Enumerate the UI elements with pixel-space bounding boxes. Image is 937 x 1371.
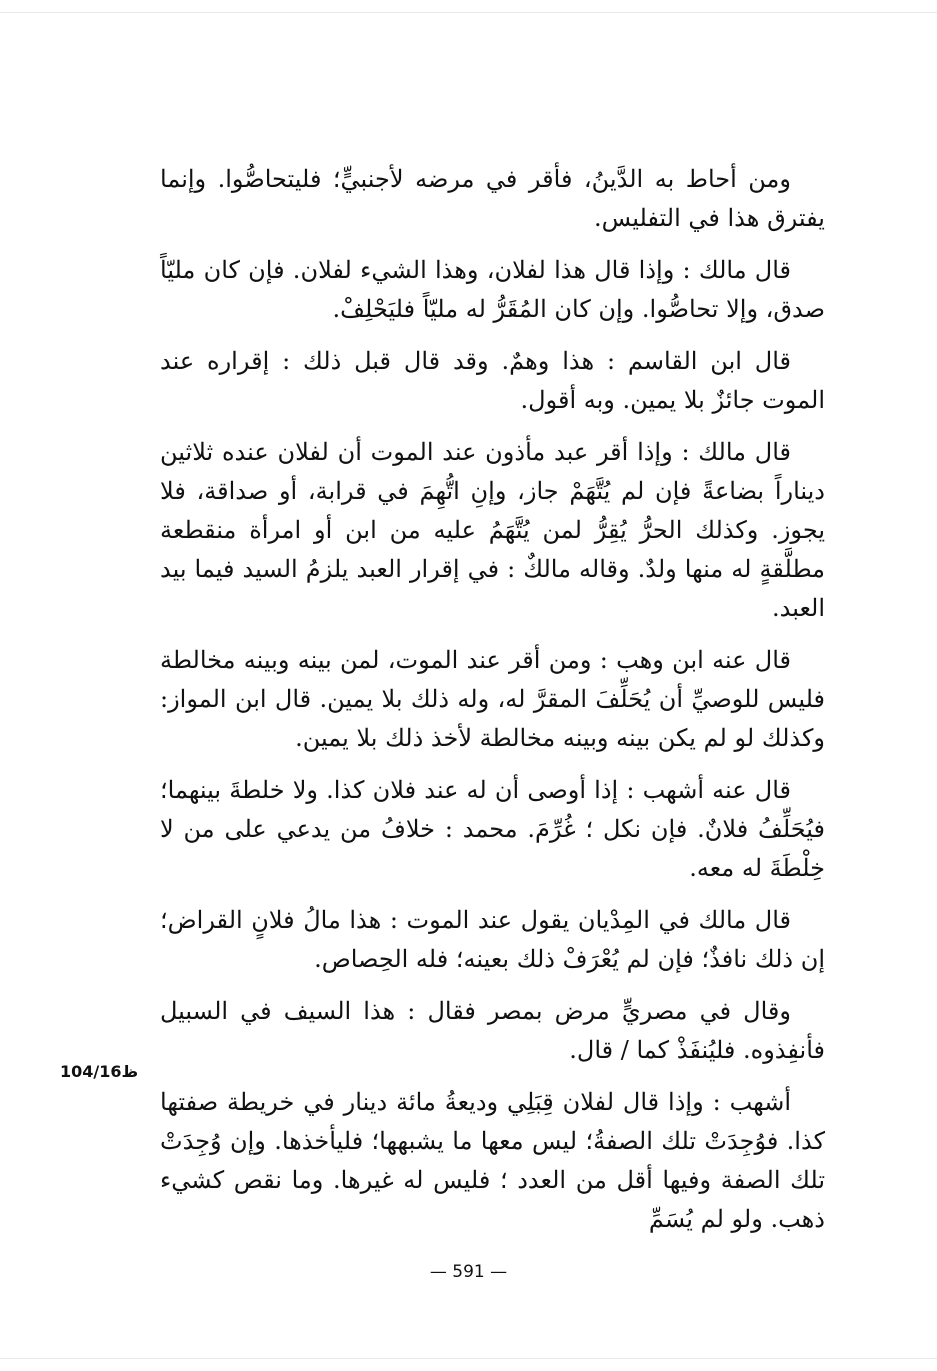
- page-body: [160, 160, 825, 1252]
- paragraph-7: قال مالك في المِدْيان يقول عند الموت : هذا مالُ فلانٍ القراض؛ إن ذلك نافذٌ؛ فإن لم يُعْرَفْ ذلك بعينه؛ فله الحِصاص.: [160, 906, 825, 973]
- paragraph-2: قال مالك : وإذا قال هذا لفلان، وهذا الشيء لفلان. فإن كان مليّاً صدق، وإلا تحاصُّوا. وإن كان المُقَرُّ له مليّاً فليَحْلِفْ.: [160, 256, 825, 323]
- scan-edge-top: [0, 12, 937, 13]
- paragraph-9: أشهب : وإذا قال لفلان قِبَلِي وديعةُ مائة دينار في خريطة صفتها كذا. فوُجِدَتْ تلك الصفةُ؛ ليس معها ما يشبهها؛ فليأخذها. وإن وُجِدَتْ تلك الصفة وفيها أقل من العدد ؛ فليس له غيرها. وما نقص كشيء ذهب. ولو لم يُسَمِّ: [160, 1088, 825, 1233]
- paragraph-6: قال عنه أشهب : إذا أوصى أن له عند فلان كذا. ولا خلطةَ بينهما؛ فيُحَلِّفُ فلانٌ. فإن نكل ؛ غُرِّمَ. محمد : خلافُ من يدعي على من لا خِلْطَةَ له معه.: [160, 776, 825, 882]
- paragraph-3: قال ابن القاسم : هذا وهمٌ. وقد قال قبل ذلك : إقراره عند الموت جائزٌ بلا يمين. وبه أقول.: [160, 347, 825, 414]
- paragraph-1: ومن أحاط به الدَّينُ، فأقر في مرضه لأجنبيٍّ؛ فليتحاصُّوا. وإنما يفترق هذا في التفليس.: [160, 165, 825, 232]
- paragraph-5: قال عنه ابن وهب : ومن أقر عند الموت، لمن بينه وبينه مخالطة فليس للوصيِّ أن يُحَلِّفَ المقرَّ له، وله ذلك بلا يمين. قال ابن المواز: وكذلك لو لم يكن بينه وبينه مخالطة لأخذ ذلك بلا يمين.: [160, 646, 825, 752]
- paragraph-4: قال مالك : وإذا أقر عبد مأذون عند الموت أن لفلان عنده ثلاثين ديناراً بضاعةً فإن لم يُتَّهَمْ جاز، وإنِ اتُّهِمَ في قرابة، أو صداقة، فلا يجوز. وكذلك الحرُّ يُقِرُّ لمن يُتَّهَمُ عليه من ابن أو امرأة منقطعة مطلَّقةٍ له منها ولدٌ. وقاله مالكٌ : في إقرار العبد يلزمُ السيد فيما بيد العبد.: [160, 438, 825, 622]
- paragraph-8: وقال في مصريٍّ مرض بمصر فقال : هذا السيف في السبيل فأنفِذوه. فليُنفَذْ كما / قال.: [160, 997, 825, 1064]
- page-number: — 591 —: [429, 1262, 508, 1282]
- scan-edge-bottom: [0, 1358, 937, 1359]
- manuscript-folio-note: 104/16ظ: [60, 1062, 139, 1081]
